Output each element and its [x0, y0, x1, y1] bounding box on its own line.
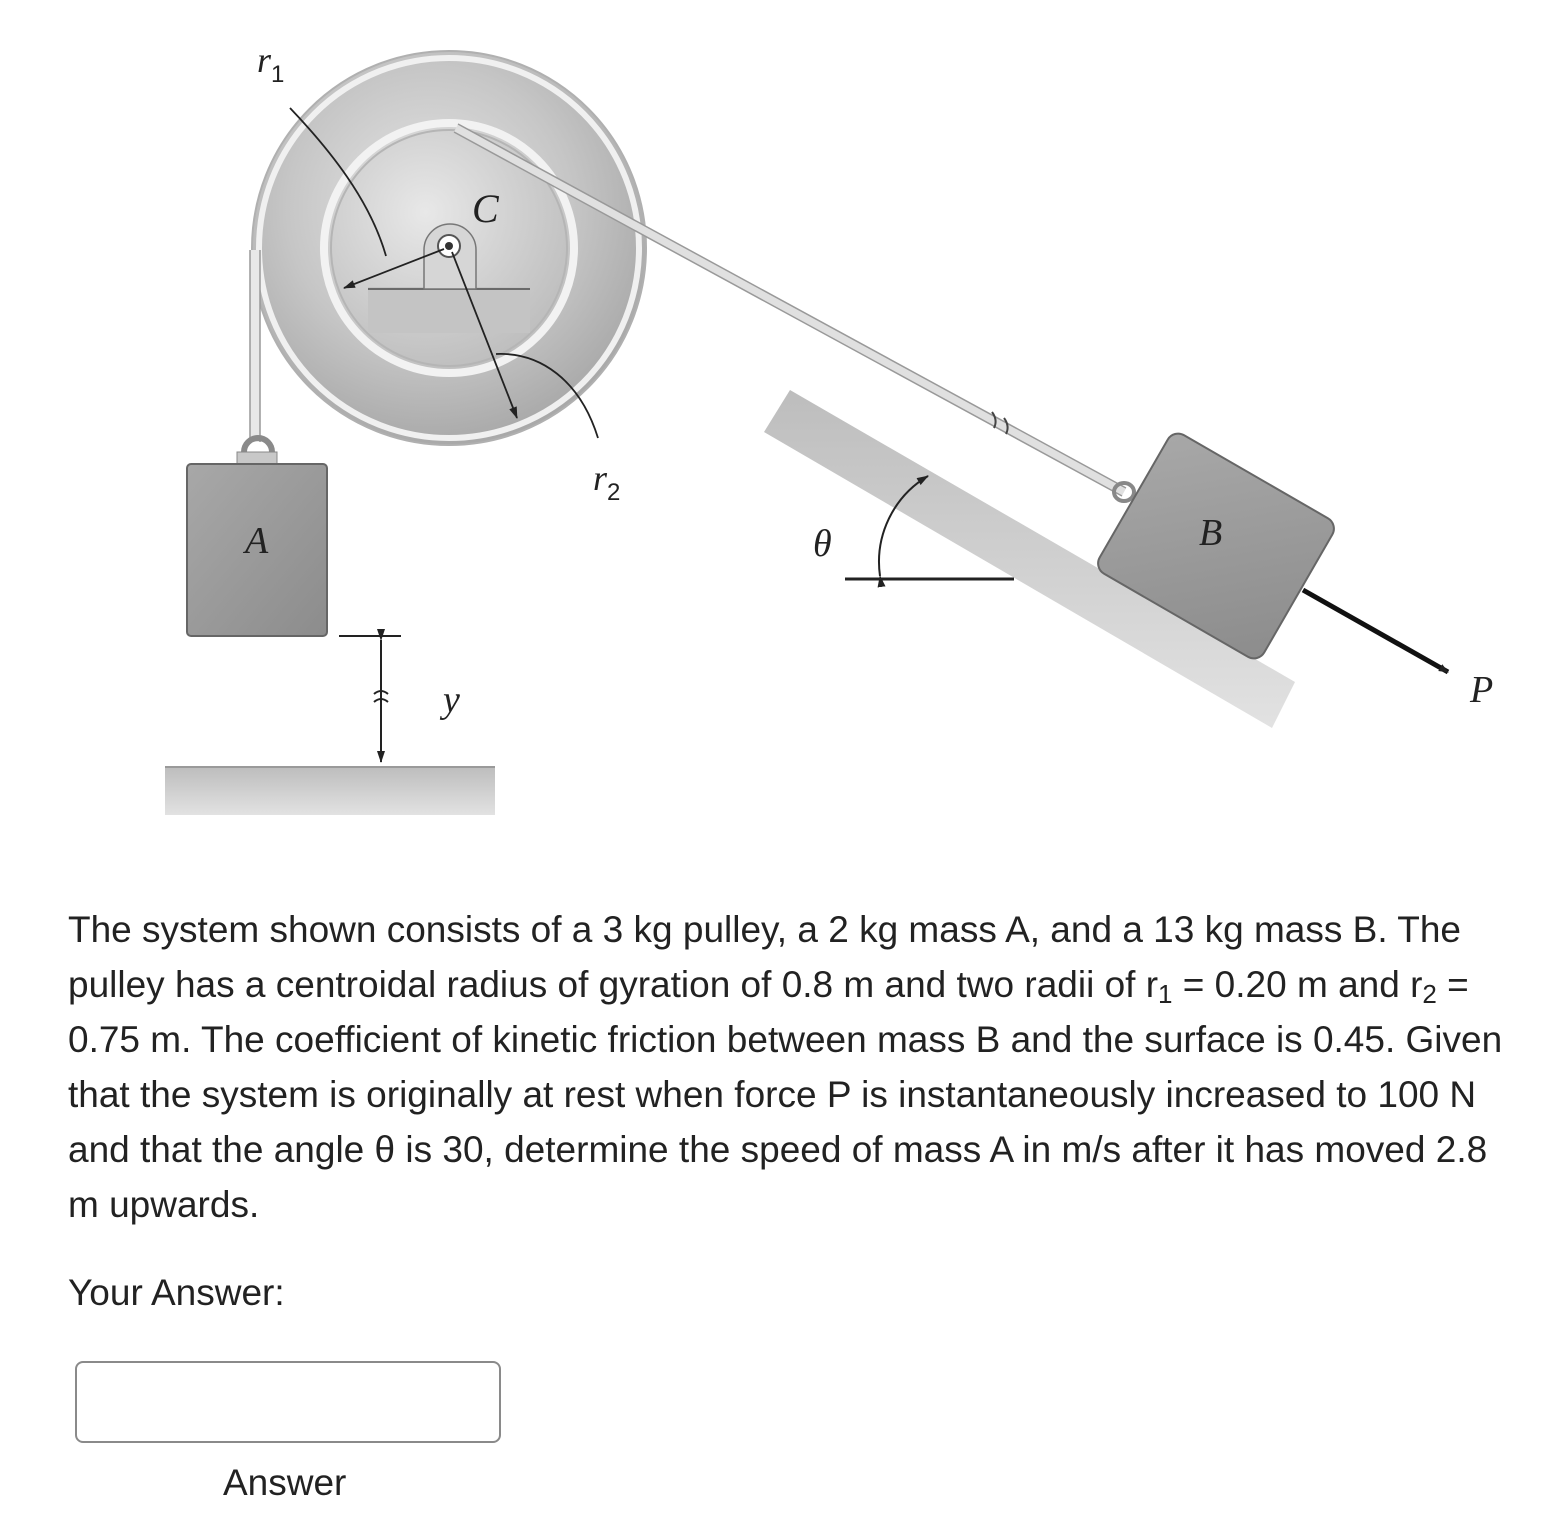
problem-sub-1: 1: [1158, 979, 1173, 1009]
force-p-arrow: [1303, 590, 1448, 672]
label-r1-sub: 1: [271, 61, 285, 88]
label-y: y: [443, 679, 460, 721]
label-a: A: [245, 520, 269, 562]
label-p: P: [1470, 669, 1494, 711]
y-dimension: [339, 636, 401, 762]
problem-text-3: = 0.75 m. The coefficient of kinetic friction between mass B and the surface is 0.45. Given that the system is originally at rest when force P is instantaneously increased to 100 N and that the angle θ is 30, determine the speed of mass A in m/s after it has moved 2.8 m upwards.: [68, 964, 1503, 1225]
answer-caption: Answer: [223, 1462, 347, 1503]
label-theta: θ: [813, 523, 832, 565]
answer-input[interactable]: [75, 1361, 501, 1443]
label-r1: $r_1$: [257, 40, 285, 88]
label-c: C: [472, 186, 499, 231]
ground-surface: [165, 767, 495, 815]
your-answer-label: Your Answer:: [68, 1272, 285, 1313]
pulley-support: [368, 287, 530, 333]
problem-sub-2: 2: [1422, 979, 1437, 1009]
label-r2-sub: 2: [607, 479, 621, 506]
problem-statement: [68, 902, 1518, 1232]
problem-text-2: = 0.20 m and r: [1172, 964, 1423, 1005]
label-b: B: [1199, 512, 1223, 554]
problem-text-1: The system shown consists of a 3 kg pulley, a 2 kg mass A, and a 13 kg mass B. The pulley has a centroidal radius of gyration of 0.8 m and two radii of r: [68, 909, 1461, 1005]
label-r2: $r_2$: [593, 458, 621, 506]
